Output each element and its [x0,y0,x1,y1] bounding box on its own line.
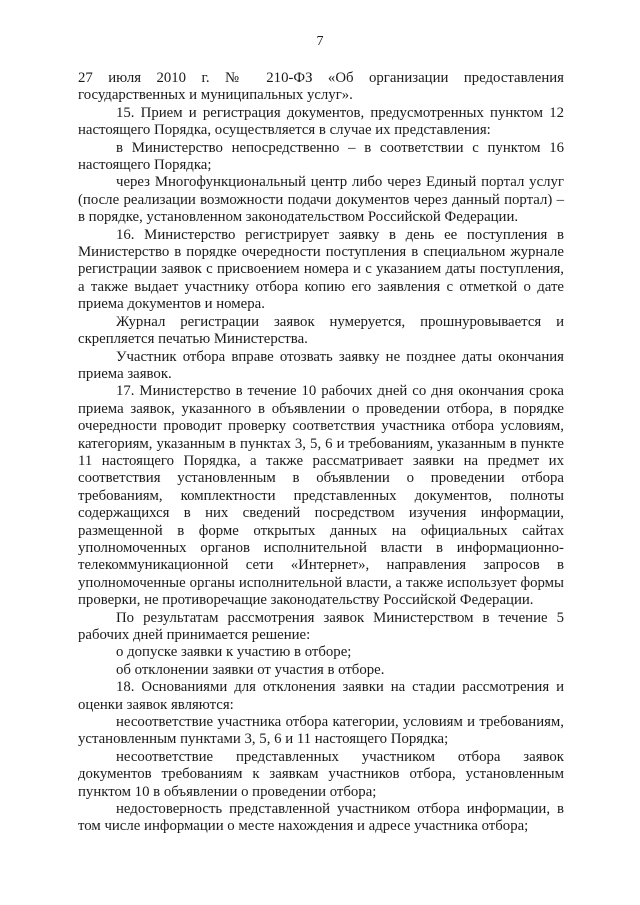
paragraph-item-17-admit: о допуске заявки к участию в отборе; [116,644,352,661]
paragraph-item-16: 16. Министерство регистрирует заявку в день ее поступления в Министерство в порядке очередности поступления в специальном журнале регистрации заявок с присвоением номера и с указанием даты поступления, а также выдает участнику отбора копию его заявления с отметкой о дате приема документов и номера. [78,226,564,313]
paragraph-item-18-accuracy: недостоверность представленной участником отбора информации, в том числе информации о месте нахождения и адресе участника отбора; [78,801,564,835]
page-number: 7 [316,34,324,49]
paragraph-item-15-mfc: через Многофункциональный центр либо через Единый портал услуг (после реализации возможности подачи документов через данный портал) – в порядке, установленном законодательством Российской Федерации. [78,174,564,226]
paragraph-item-17-decision: По результатам рассмотрения заявок Министерством в течение 5 рабочих дней принимается решение: [78,609,564,643]
paragraph-item-15-direct: в Министерство непосредственно – в соответствии с пунктом 16 настоящего Порядка; [78,139,564,174]
paragraph-item-15: 15. Прием и регистрация документов, предусмотренных пунктом 12 настоящего Порядка, осуществляется в случае их представления: [78,104,564,139]
document-body [78,70,564,836]
paragraph-item-16-withdraw: Участник отбора вправе отозвать заявку не позднее даты окончания приема заявок. [78,348,564,382]
paragraph-item-17-reject: об отклонении заявки от участия в отборе. [116,661,385,678]
paragraph-item-18: 18. Основаниями для отклонения заявки на стадии рассмотрения и оценки заявок являются: [78,679,564,713]
paragraph-item-16-journal: Журнал регистрации заявок нумеруется, прошнуровывается и скрепляется печатью Министерства. [78,313,564,348]
paragraph-item-17: 17. Министерство в течение 10 рабочих дней со дня окончания срока приема заявок, указанного в объявлении о проведении отбора, в порядке очередности проводит проверку соответствия участника отбора условиям, категориям, указанным в пунктах 3, 5, 6 и требованиям, указанным в пункте 11 настоящего Порядка, а также рассматривает заявки на предмет их соответствия установленным в объявлении о проведении отбора требованиям, комплектности представленных документов, полноты содержащихся в них сведений посредством изучения информации, размещенной в форме открытых данных на официальных сайтах уполномоченных органов исполнительной власти в информационно-телекоммуникационной сети «Интернет», направления запросов в уполномоченные органы исполнительной власти, а также использует формы проверки, не противоречащие законодательству Российской Федерации. [78,383,564,609]
paragraph-law-reference: 27 июля 2010 г. № 210-ФЗ «Об организации предоставления государственных и муниципальных услуг». [78,70,564,104]
paragraph-item-18-category: несоответствие участника отбора категории, условиям и требованиям, установленным пунктами 3, 5, 6 и 11 настоящего Порядка; [78,714,564,748]
paragraph-item-18-documents: несоответствие представленных участником отбора заявок документов требованиям к заявкам участников отбора, установленным пунктом 10 в объявлении о проведении отбора; [78,748,564,800]
